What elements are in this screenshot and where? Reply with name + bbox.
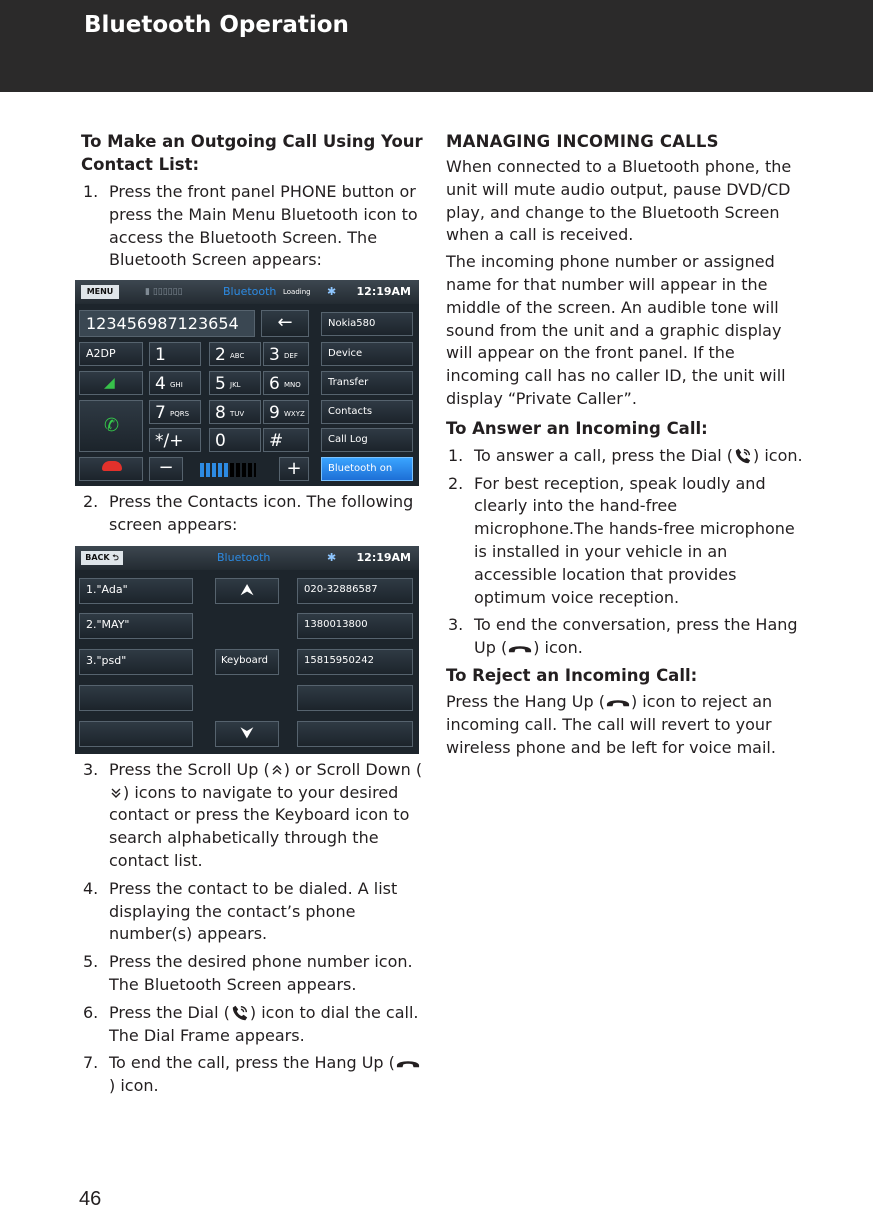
reject-text-a: Press the Hang Up ( [446,691,605,711]
dial-icon: ✆ [79,400,143,452]
reject-call-heading: To Reject an Incoming Call: [446,665,698,685]
step-number: 6. [83,1002,99,1022]
step-text: Press the Contacts icon. The following screen appears: [109,492,414,534]
step-text-c: ) icons to navigate to your desired contact or press the Keyboard icon to search alphabetically through the contact list. [109,782,410,870]
step-text: Press the front panel PHONE button or press the Main Menu Bluetooth icon to access the Bluetooth Screen. The Bluetooth Screen appears: [109,182,418,270]
key-letters: WXYZ [284,410,305,419]
contact-empty [79,685,193,711]
bluetooth-title: Bluetooth [223,285,277,299]
scroll-up-icon [271,764,283,776]
step-text-a: To answer a call, press the Dial ( [474,445,734,465]
reject-para [446,691,806,759]
step-number: 7. [83,1053,99,1073]
step-text: Press the contact to be dialed. A list displaying the contact’s phone number(s) appears. [109,878,398,944]
key-letters: MNO [284,381,301,390]
key-letters: JKL [230,381,241,390]
volume-up-button: + [279,457,309,481]
page-number: 46 [79,1188,102,1210]
scroll-down-icon: ⮟ [215,721,279,747]
outgoing-steps-3 [81,759,426,1098]
loading-label: Loading [283,288,311,297]
keypad-key [263,342,309,366]
page-header [0,0,873,92]
key-digit: 4 [155,374,166,395]
step-text: Press the desired phone number icon. The Bluetooth Screen appears. [109,952,413,994]
contact-1: 1."Ada" [79,578,193,604]
step-number: 1. [448,445,464,465]
contact-2: 2."MAY" [79,613,193,639]
key-digit: */+ [155,431,184,452]
answer-steps [446,445,806,660]
phone-number-empty [297,685,413,711]
keypad-key [263,371,309,395]
key-digit: 3 [269,345,280,366]
key-digit: 1 [155,345,166,366]
keypad-key [209,400,261,424]
step-text: For best reception, speak loudly and clearly into the hand-free microphone.The hands-free microphone is installed in your vehicle in an accessible location that provides optimum voice reception. [474,473,795,607]
step-text-b: ) icon. [109,1076,159,1096]
outgoing-call-heading: To Make an Outgoing Call Using Your Contact List: [81,132,423,174]
answer-step-1 [446,445,806,468]
phone-number-1: 020-32886587 [297,578,413,604]
step-number: 3. [448,615,464,635]
key-digit: 5 [215,374,226,395]
keypad-key [149,400,201,424]
key-digit: 7 [155,403,166,424]
step-5 [81,951,426,997]
back-button: BACK ⮌ [81,551,123,565]
key-letters: PQRS [170,410,190,419]
reject-text-b: ) icon to reject an incoming call. The call will revert to your wireless phone and be left for voice mail. [446,691,776,757]
contact-3: 3."psd" [79,649,193,675]
bluetooth-status-icon: ✱ [327,550,337,564]
step-number: 4. [83,878,99,898]
clock: 12:19AM [356,550,411,564]
bluetooth-small-label: ▮ ▯▯▯▯▯▯ [145,287,183,298]
step-text-a: Press the Scroll Up ( [109,759,270,779]
screen-menu-button: Device [321,342,413,366]
bluetooth-screen-image [75,280,419,486]
mute-mic-icon: ◢ [79,371,143,395]
incoming-para-1: When connected to a Bluetooth phone, the unit will mute audio output, pause DVD/CD play, and change to the Bluetooth Screen when a call is received. [446,157,792,245]
number-display: 123456987123654 [79,310,255,337]
hang-up-icon [79,457,143,481]
step-text-b: ) icon. [753,445,803,465]
step-number: 2. [448,473,464,493]
hang-up-icon [508,642,532,655]
scroll-down-icon [110,787,122,799]
key-digit: 9 [269,403,280,424]
screen-menu-button: Transfer [321,371,413,395]
answer-step-2 [446,473,806,610]
step-4 [81,878,426,946]
key-digit: 0 [215,431,226,452]
key-digit: 2 [215,345,226,366]
hang-up-icon [606,696,630,709]
contacts-screen-image [75,546,419,754]
phone-number-3: 15815950242 [297,649,413,675]
step-text-a: Press the Dial ( [109,1002,230,1022]
step-7 [81,1052,426,1098]
bluetooth-status-icon: ✱ [327,285,337,299]
keypad-key [209,371,261,395]
step-text-b: ) icon to dial the call. The Dial Frame appears. [109,1002,419,1045]
page-title: Bluetooth Operation [84,12,349,38]
answer-step-3 [446,614,806,660]
key-letters: TUV [230,410,245,419]
keyboard-button: Keyboard [215,649,279,675]
key-letters: GHI [170,381,183,390]
screen-menu-button: Call Log [321,428,413,452]
incoming-calls-heading: MANAGING INCOMING CALLS [446,132,719,151]
left-column [81,130,426,1098]
key-digit: 6 [269,374,280,395]
key-digit: # [269,431,284,452]
dial-icon [231,1004,249,1022]
volume-down-button: − [149,457,183,481]
dial-icon [734,447,752,465]
outgoing-steps-2 [81,491,426,537]
scroll-up-icon: ⮝ [215,578,279,604]
keypad-key [263,400,309,424]
step-number: 5. [83,952,99,972]
step-3 [81,759,426,873]
step-number: 3. [83,759,99,779]
keypad-key [209,428,261,452]
keypad-key [149,342,201,366]
step-number: 1. [83,182,99,201]
screen-menu-button: Nokia580 [321,312,413,336]
hang-up-icon [396,1057,420,1070]
contact-empty [79,721,193,747]
phone-number-2: 1380013800 [297,613,413,639]
menu-button: MENU [81,285,119,299]
right-column [446,130,806,759]
key-digit: 8 [215,403,226,424]
step-number: 2. [83,492,99,512]
screen-menu-button: Contacts [321,400,413,424]
key-letters: DEF [284,352,298,361]
step-text-a: To end the call, press the Hang Up ( [109,1053,395,1073]
keypad-key [149,428,201,452]
a2dp-button: A2DP [79,342,143,366]
backspace-button: ← [261,310,309,337]
phone-number-empty [297,721,413,747]
answer-call-heading: To Answer an Incoming Call: [446,418,708,438]
incoming-para-2: The incoming phone number or assigned name for that number will appear in the middle of the screen. An audible tone will sound from the unit and a graphic display will appear on the front panel. If the incoming call has no caller ID, the unit will display “Private Caller”. [446,252,786,408]
step-1 [81,181,426,272]
step-text-a: To end the conversation, press the Hang Up ( [474,615,798,658]
volume-bar [189,457,259,481]
step-text-b: ) icon. [533,638,583,658]
keypad-key [209,342,261,366]
keypad-key [263,428,309,452]
clock: 12:19AM [356,285,411,299]
step-text-b: ) or Scroll Down ( [283,759,423,779]
outgoing-steps-1 [81,181,426,272]
step-6 [81,1002,426,1048]
step-2 [81,491,426,537]
keypad-key [149,371,201,395]
bluetooth-title: Bluetooth [217,550,271,564]
key-letters: ABC [230,352,245,361]
screen-menu-button: Bluetooth on [321,457,413,481]
